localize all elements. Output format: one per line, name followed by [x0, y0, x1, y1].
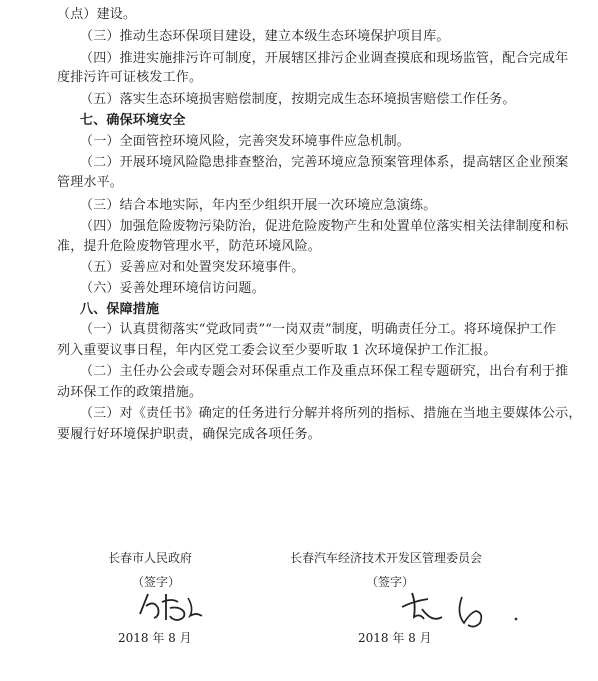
- text-line: （二）主任办公会或专题会对环保重点工作及重点环保工程专题研究，出台有利于推: [80, 364, 569, 379]
- text-line: （点）建设。: [57, 7, 137, 22]
- left-handwritten-signature: [132, 586, 212, 626]
- text-line: 准，提升危险废物管理水平，防范环境风险。: [57, 239, 322, 254]
- right-sign-label: （签字）: [366, 575, 415, 589]
- text-line: （三）结合本地实际，年内至少组织开展一次环境应急演练。: [80, 198, 437, 213]
- section-heading: 八、保障措施: [80, 302, 160, 317]
- text-line: （四）加强危险废物污染防治，促进危险废物产生和处置单位落实相关法律制度和标: [80, 219, 569, 234]
- text-line: （一）全面管控环境风险，完善突发环境事件应急机制。: [80, 134, 411, 149]
- text-line: 管理水平。: [57, 175, 124, 190]
- text-line: （二）开展环境风险隐患排查整治，完善环境应急预案管理体系，提高辖区企业预案: [80, 155, 569, 170]
- left-sign-label: （签字）: [132, 575, 181, 589]
- text-line: （三）推动生态环保项目建设，建立本级生态环境保护项目库。: [80, 29, 450, 44]
- text-line: （四）推进实施排污许可制度，开展辖区排污企业调查摸底和现场监管，配合完成年: [80, 51, 569, 66]
- text-line: （五）妥善应对和处置突发环境事件。: [80, 260, 305, 275]
- text-line: （一）认真贯彻落实“党政同责”“一岗双责”制度，明确责任分工。将环境保护工作: [80, 322, 557, 337]
- text-line: （六）妥善处理环境信访问题。: [80, 281, 265, 296]
- text-line: （五）落实生态环境损害赔偿制度，按期完成生态环境损害赔偿工作任务。: [80, 92, 516, 107]
- left-sign-date: 2018 年 8 月: [118, 631, 192, 645]
- right-org-name: 长春汽车经济技术开发区管理委员会: [290, 551, 483, 565]
- right-handwritten-signature: [398, 583, 528, 635]
- left-org-name: 长春市人民政府: [108, 551, 193, 565]
- text-line: 度排污许可证核发工作。: [57, 70, 203, 85]
- right-sign-date: 2018 年 8 月: [358, 631, 432, 645]
- text-line: （三）对《责任书》确定的任务进行分解并将所列的指标、措施在当地主要媒体公示，: [80, 406, 582, 421]
- section-heading: 七、确保环境安全: [80, 113, 186, 128]
- text-line: 列入重要议事日程，年内区党工委会议至少要听取 1 次环境保护工作汇报。: [57, 343, 497, 358]
- text-line: 要履行好环境保护职责，确保完成各项任务。: [57, 427, 322, 442]
- text-line: 动环保工作的政策措施。: [57, 385, 203, 400]
